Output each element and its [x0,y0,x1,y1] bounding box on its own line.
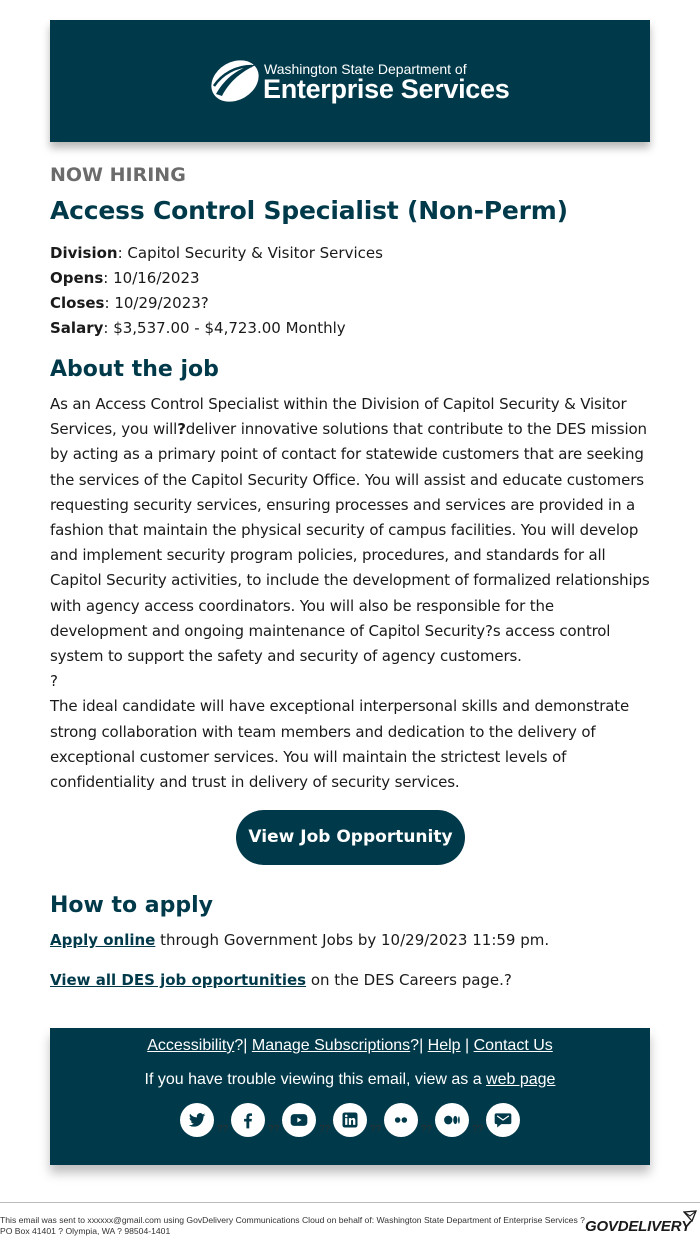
opens-row [50,266,383,291]
about-paragraph-1 [50,392,652,669]
facebook-icon[interactable] [231,1103,265,1137]
logo-subtitle: Washington State Department of [264,61,467,77]
apply-online-link[interactable]: Apply online [50,931,156,949]
social-gap: ?? [421,1124,433,1135]
social-gap: ?? [370,1124,382,1135]
footer-sep: ?| [410,1037,428,1054]
about-p1-start: As an Access Control Specialist within the Division of Capitol Security & Visitor Services, you will [50,395,627,439]
salary-row [50,316,383,341]
opens-value: : 10/16/2023 [103,269,200,287]
about-body [50,392,652,795]
social-gap: ?? [217,1124,229,1135]
footer-links [50,1037,650,1055]
view-all-jobs-line [50,971,512,989]
des-logo[interactable] [208,54,510,110]
social-gap: ?? [472,1124,484,1135]
job-title: Access Control Specialist (Non-Perm) [50,196,568,225]
division-value: : Capitol Security & Visitor Services [117,244,383,262]
bottom-divider [0,1202,700,1203]
view-all-jobs-link[interactable]: View all DES job opportunities [50,971,307,989]
social-gap: ?? [268,1124,280,1135]
govdelivery-envelope-icon [683,1210,697,1222]
web-view-text: If you have trouble viewing this email, view as a [144,1071,487,1088]
web-view-line [50,1071,650,1089]
footer-sep: | [460,1037,474,1054]
social-gap: ?? [319,1124,331,1135]
salary-label: Salary [50,319,104,337]
footer-sep: ?| [234,1037,252,1054]
about-spacer: ? [50,672,58,691]
about-p1-mark: ? [177,420,186,439]
division-row [50,241,383,266]
medium-icon[interactable] [435,1103,469,1137]
closes-value: : 10/29/2023? [104,294,209,312]
govdelivery-notice: This email was sent to xxxxxx@gmail.com using GovDelivery Communications Cloud on behalf of: Washington State Department of Enterprise Services ? PO Box 41401 ? Olympia, WA ? 98504-1401 [0,1215,585,1236]
twitter-icon[interactable] [180,1103,214,1137]
email-signup-icon[interactable] [486,1103,520,1137]
email-footer [50,1028,650,1165]
salary-value: : $3,537.00 - $4,723.00 Monthly [103,319,346,337]
social-icons [180,1103,530,1139]
job-details [50,241,383,341]
govdelivery-logo[interactable]: GOVDELIVERY [585,1218,691,1235]
email-header [50,20,650,142]
view-all-jobs-text: on the DES Careers page.? [306,971,512,989]
about-paragraph-2: The ideal candidate will have exceptional interpersonal skills and demonstrate strong collaboration with team members and dedication to the delivery of exceptional customer services. You will maintain the strictest levels of confidentiality and trust in delivery of security services. [50,697,630,792]
about-p1-rest: deliver innovative solutions that contribute to the DES mission by acting as a primary point of contact for statewide customers that are seeking the services of the Capitol Security Office. You will assist and educate customers requesting security services, ensuring processes and services are provided in a fashion that maintain the physical security of campus facilities. You will develop and implement security program policies, procedures, and standards for all Capitol Security activities, to include the development of formalized relationships with agency access coordinators. You will also be responsible for the development and ongoing maintenance of Capitol Security?s access control system to support the safety and security of agency customers. [50,420,650,666]
apply-online-text: through Government Jobs by 10/29/2023 11:59 pm. [155,931,550,949]
help-link[interactable]: Help [427,1037,461,1054]
contact-us-link[interactable]: Contact Us [473,1037,553,1054]
opens-label: Opens [50,269,104,287]
linkedin-icon[interactable] [333,1103,367,1137]
apply-online-line [50,931,549,949]
how-to-apply-heading: How to apply [50,893,214,918]
about-heading: About the job [50,357,219,382]
web-page-link[interactable]: web page [486,1071,556,1088]
youtube-icon[interactable] [282,1103,316,1137]
accessibility-link[interactable]: Accessibility [147,1037,235,1054]
view-job-opportunity-button[interactable]: View Job Opportunity [236,810,465,865]
manage-subscriptions-link[interactable]: Manage Subscriptions [251,1037,411,1054]
division-label: Division [50,244,118,262]
closes-row [50,291,383,316]
des-swoosh-icon [208,56,262,106]
flickr-icon[interactable] [384,1103,418,1137]
closes-label: Closes [50,294,105,312]
now-hiring-kicker: NOW HIRING [50,164,186,186]
logo-title: Enterprise Services [263,74,510,104]
